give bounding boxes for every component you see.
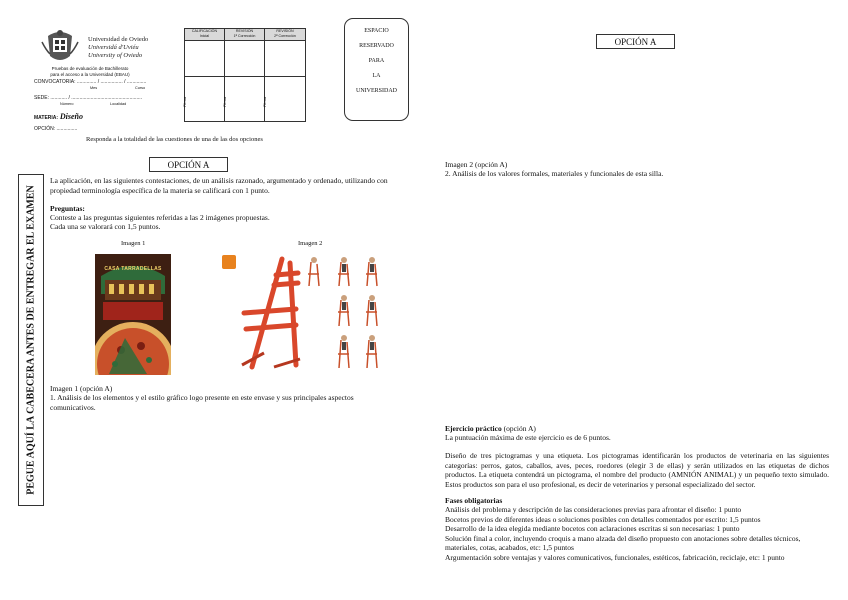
fase-item: Argumentación sobre ventajas y valores comunicativos, funcionales, estéticos, fabricación, reciclaje, etc: 1 punto (445, 552, 785, 562)
pizza-package-image (95, 254, 171, 375)
convocatoria-field[interactable]: CONVOCATORIA: .............. / ................ / .............. (34, 79, 147, 85)
fases-title: Fases obligatorias (445, 496, 503, 505)
imagen-2-label: Imagen 2 (298, 240, 323, 247)
high-chair-illustration (234, 253, 304, 373)
ejercicio-title: Ejercicio práctico (445, 424, 502, 433)
university-name-ast: Universidá d'Uviéu (88, 44, 139, 51)
imagen-1-label: Imagen 1 (121, 240, 146, 247)
sede-field[interactable]: SEDE: ............ / ................................................... (34, 95, 143, 101)
preguntas-text-1: Conteste a las preguntas siguientes referidas a las 2 imágenes propuestas. (50, 213, 270, 222)
university-name-es: Universidad de Oviedo (88, 36, 149, 43)
fase-item: Solución final a color, incluyendo croquis a mano alzada del diseño propuesto con anotaciones sobre detalles técnicos, materiales, cotas, acabados, etc: 1,5 puntos (445, 533, 801, 552)
grade-cell[interactable] (185, 41, 224, 77)
reserved-university-box: ESPACIO RESERVADO PARA LA UNIVERSIDAD (344, 18, 409, 121)
ejercicio-suffix: (opción A) (501, 424, 536, 433)
fase-item: Análisis del problema y descripción de las consideraciones previas para afrontar el diseño: 1 punto (445, 505, 742, 514)
pizza-package-illustration (95, 254, 171, 375)
firma-label: Firma (182, 96, 187, 107)
materia-row (34, 112, 83, 121)
university-names (88, 36, 148, 60)
grade-column-calificacion (182, 29, 225, 121)
preguntas-text-2: Cada una se valorará con 1,5 puntos. (50, 222, 161, 231)
option-a-box-left: OPCIÓN A (149, 157, 228, 172)
banner-text: PEGUE AQUÍ LA CABECERA ANTES DE ENTREGAR EL EXAMEN (25, 185, 37, 495)
convocatoria-curso-label: Curso (135, 86, 146, 90)
firma-label: Firma (262, 96, 267, 107)
grading-table (184, 28, 306, 122)
grade-column-revision-1 (222, 29, 265, 121)
header-paste-banner (18, 174, 44, 506)
ejercicio-text: Diseño de tres pictogramas y una etiqueta. Los pictogramas identificarán los productos de veterinaria en las siguientes categorías: perros, gatos, caballos, aves, peces, roedores (elegir 3 de ellas) y serán utilizados en las etiquetas de dichos productos. La etiqueta contendrá un pictograma, el nombre del producto (AMNIÓN ANIMAL) y un pequeño texto simulado. Estos productos son para el uso profesional, es decir de veterinarios y personal especializado del sector. (445, 451, 829, 489)
convocatoria-mes-label: Mes (90, 86, 98, 90)
university-name-en: University of Oviedo (88, 52, 143, 59)
chair-usage-photos (305, 256, 385, 376)
prueba-text: Pruebas de evaluación de Bachillerato para el acceso a la Universidad (EBAU) (50, 66, 130, 77)
opcion-field[interactable]: OPCIÓN: ............... (34, 126, 78, 132)
grade-column-header: REVISIÓN 2ª Corrección (265, 29, 305, 41)
instruction-text: Responda a la totalidad de las cuestiones de una de las dos opciones (86, 136, 263, 143)
fase-item: Bocetos previos de diferentes ideas o soluciones posibles con detalles comentados por escrito: 1,5 puntos (445, 514, 761, 524)
option-a-box-right: OPCIÓN A (596, 34, 675, 49)
firma-label: Firma (222, 96, 227, 107)
materia-value: Diseño (59, 112, 83, 121)
imagen-2-title: Imagen 2 (opción A) (445, 160, 508, 169)
grade-column-revision-2 (262, 29, 305, 121)
materia-label: MATERIA: (34, 115, 59, 121)
ejercicio-score: La puntuación máxima de este ejercicio es de 6 puntos. (445, 433, 611, 442)
university-crest-icon (40, 28, 80, 64)
grade-column-header: CALIFICACIÓN Inicial (185, 29, 224, 41)
intro-paragraph: La aplicación, en las siguientes contestaciones, de un análisis razonado, argumentado y ordenado, utilizando con propiedad terminología específica de la materia se calificará con 1 punto. (50, 176, 388, 195)
grade-cell[interactable] (265, 41, 305, 77)
imagen-2-question: 2. Análisis de los valores formales, materiales y funcionales de esta silla. (445, 169, 664, 178)
fases-list (445, 505, 829, 562)
package-brand: CASA TARRADELLAS (104, 266, 162, 272)
sede-localidad-label: Localidad (110, 102, 127, 106)
grade-column-header: REVISIÓN 1ª Corrección (225, 29, 264, 41)
imagen-1-title: Imagen 1 (opción A) (50, 384, 113, 393)
grade-cell[interactable] (225, 41, 264, 77)
preguntas-title: Preguntas: (50, 204, 85, 213)
sede-numero-label: Número (60, 102, 74, 106)
imagen-1-question: 1. Análisis de los elementos y el estilo gráfico logo presente en este envase y sus principales aspectos comunicativos. (50, 393, 354, 412)
fase-item: Desarrollo de la idea elegida mediante bocetos con aclaraciones escritas si son necesarias: 1 punto (445, 524, 740, 533)
